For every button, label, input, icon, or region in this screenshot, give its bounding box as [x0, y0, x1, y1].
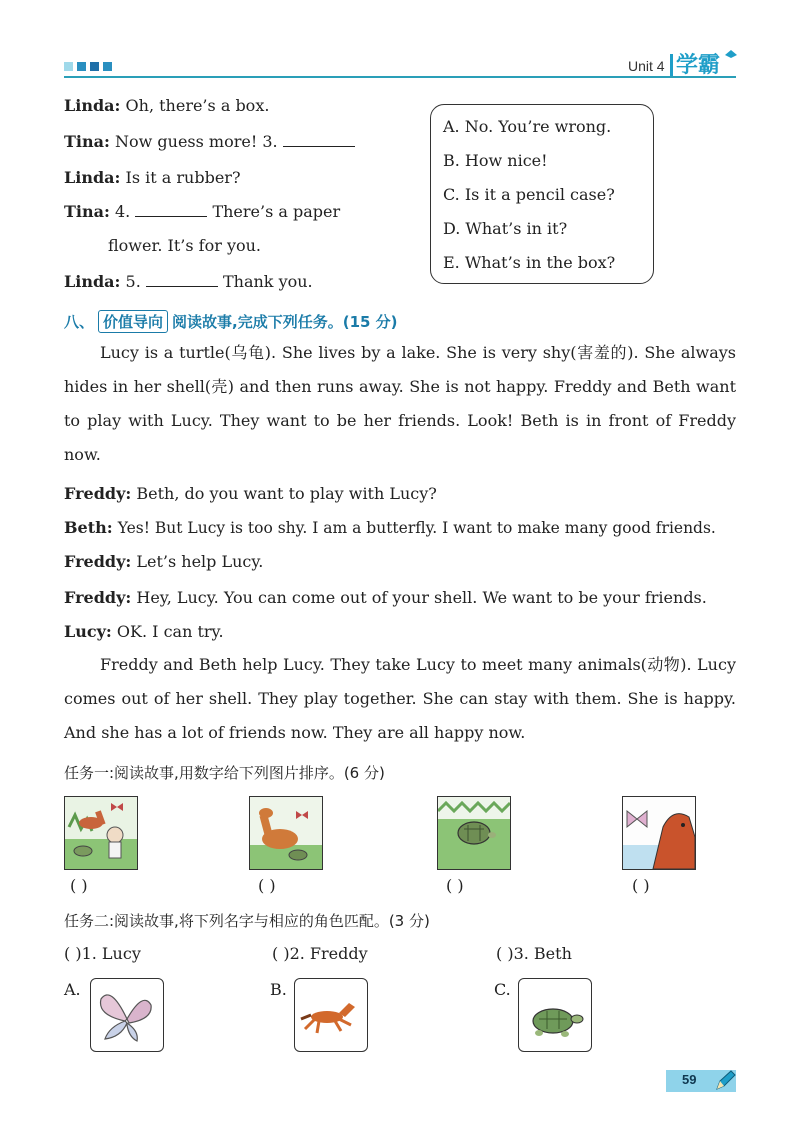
header-square: [90, 62, 99, 71]
dialogue-line: Linda: 5. Thank you.: [64, 272, 313, 291]
horse-icon: [295, 979, 367, 1051]
header-square: [77, 62, 86, 71]
turtle-icon: [519, 979, 591, 1051]
speaker: Linda: [64, 168, 115, 187]
choice-butterfly-box: [90, 978, 164, 1052]
section-number: 八、: [64, 313, 95, 331]
story-line: Freddy: Let’s help Lucy.: [64, 552, 264, 571]
story-line: Lucy: OK. I can try.: [64, 622, 224, 641]
turtle-grass-illustration: [438, 797, 510, 869]
dialogue-text: flower. It’s for you.: [108, 236, 262, 255]
story-paragraph: Lucy is a turtle(乌龟). She lives by a lake. She is very shy(害羞的). She always hides in her shell(壳) and then runs away. She is not happy. Freddy and Beth want to play with Lucy. They want to be her friends. Look! Beth is in front of Freddy now.: [64, 343, 737, 464]
dialogue-line: Linda: Oh, there’s a box.: [64, 96, 270, 115]
speaker: Lucy: [64, 622, 106, 641]
dialogue-line: [108, 236, 261, 256]
choice-turtle-box: [518, 978, 592, 1052]
order-blank-4[interactable]: ( ): [632, 876, 650, 895]
choice-letter-b: B.: [270, 980, 287, 999]
match-item-freddy[interactable]: ( )2. Freddy: [272, 944, 368, 963]
pencil-icon: [712, 1068, 738, 1094]
story-text: Hey, Lucy. You can come out of your shell. We want to be your friends.: [136, 588, 707, 607]
section-heading: [64, 310, 398, 333]
story-line: Freddy: Beth, do you want to play with Lucy?: [64, 484, 437, 503]
dialogue-text: Now guess more! 3.: [114, 132, 278, 151]
option-c: C. Is it a pencil case?: [443, 185, 615, 204]
order-blank-3[interactable]: ( ): [446, 876, 464, 895]
match-item-beth[interactable]: ( )3. Beth: [496, 944, 572, 963]
choice-horse-box: [294, 978, 368, 1052]
header-squares: [64, 62, 112, 71]
dialogue-line: Tina: Now guess more! 3.: [64, 132, 355, 152]
brand-hat-icon: [724, 48, 738, 62]
speaker: Beth: [64, 518, 107, 537]
dialogue-text: 5.: [125, 272, 141, 291]
dialogue-text: Thank you.: [222, 272, 313, 291]
dialogue-line: Linda: Is it a rubber?: [64, 168, 241, 187]
dialogue-text: 4.: [114, 202, 131, 221]
order-blank-2[interactable]: ( ): [258, 876, 276, 895]
story-paragraph: Freddy and Beth help Lucy. They take Lucy to meet many animals(动物). Lucy comes out of her shell. They play together. She can stay with them. She is happy. And she has a lot of friends now. They are all happy now.: [64, 655, 736, 742]
header-square: [103, 62, 112, 71]
order-blank-1[interactable]: ( ): [70, 876, 88, 895]
task2-title: 任务二:阅读故事,将下列名字与相应的角色匹配。(3 分): [64, 912, 430, 930]
option-e: E. What’s in the box?: [443, 253, 616, 272]
dialogue-line: Tina: 4. There’s a paper: [64, 202, 341, 221]
task1-title: 任务一:阅读故事,用数字给下列图片排序。(6 分): [64, 764, 385, 782]
picture-3: [437, 796, 511, 870]
speaker: Tina: [64, 202, 104, 221]
option-b: B. How nice!: [443, 151, 548, 170]
choice-letter-a: A.: [64, 980, 81, 999]
brand-logo: 学霸: [676, 53, 721, 78]
butterfly-horse-illustration: [623, 797, 695, 869]
choice-letter-c: C.: [494, 980, 511, 999]
dialogue-text: Oh, there’s a box.: [125, 96, 270, 115]
picture-2: [249, 796, 323, 870]
answer-blank[interactable]: [146, 272, 218, 287]
brand-divider: [670, 54, 673, 76]
speaker: Freddy: [64, 588, 126, 607]
page-number: 59: [682, 1072, 697, 1087]
answer-blank[interactable]: [135, 202, 207, 217]
speaker: Freddy: [64, 552, 126, 571]
speaker: Linda: [64, 272, 115, 291]
section-title: 阅读故事,完成下列任务。(15 分): [172, 313, 398, 331]
options-box: [430, 104, 654, 284]
story-text: Let’s help Lucy.: [136, 552, 264, 571]
butterfly-icon: [91, 979, 163, 1051]
speaker: Tina: [64, 132, 104, 151]
option-a: A. No. You’re wrong.: [443, 117, 612, 136]
header-rule: [64, 76, 736, 78]
picture-1: [64, 796, 138, 870]
match-item-lucy[interactable]: ( )1. Lucy: [64, 944, 141, 963]
speaker: Linda: [64, 96, 115, 115]
horse-butterfly-girl-turtle-illustration: [65, 797, 137, 869]
picture-4: [622, 796, 696, 870]
dialogue-text: There’s a paper: [212, 202, 341, 221]
horse-turtle-butterfly-illustration: [250, 797, 322, 869]
story-text: Yes! But Lucy is too shy. I am a butterfly. I want to make many good friends.: [117, 519, 716, 537]
option-d: D. What’s in it?: [443, 219, 568, 238]
dialogue-text: Is it a rubber?: [125, 168, 241, 187]
answer-blank[interactable]: [283, 132, 355, 147]
header-square: [64, 62, 73, 71]
value-tag: 价值导向: [98, 310, 168, 333]
story-line: Freddy: Hey, Lucy. You can come out of your shell. We want to be your friends.: [64, 588, 707, 607]
story-text: OK. I can try.: [116, 622, 224, 641]
unit-label: Unit 4: [628, 58, 665, 74]
speaker: Freddy: [64, 484, 126, 503]
story-text: Beth, do you want to play with Lucy?: [136, 484, 437, 503]
story-line: Beth: Yes! But Lucy is too shy. I am a butterfly. I want to make many good friends.: [64, 518, 716, 537]
